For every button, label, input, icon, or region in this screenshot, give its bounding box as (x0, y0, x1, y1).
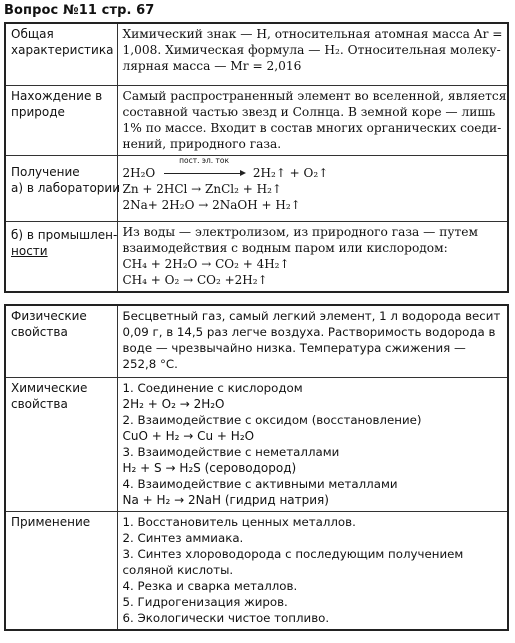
row-content (117, 85, 508, 155)
text-line: 4. Взаимодействие с активными металлами (122, 476, 398, 491)
row-label (5, 85, 117, 155)
reaction-arrow (161, 155, 247, 181)
label-line: Нахождение в (11, 88, 103, 103)
page-title: Вопрос №11 стр. 67 (4, 3, 155, 18)
text-line: нений, природного газа. (122, 136, 282, 151)
text-line: 0,09 г, в 14,5 раз легче воздуха. Растворимость водорода в (122, 325, 496, 339)
text-line: 4. Резка и сварка металлов. (122, 578, 298, 593)
text-line: 2. Синтез аммиака. (122, 530, 244, 545)
text-line: 252,8 °С. (122, 357, 178, 371)
equation-line: CuO + H₂ → Cu + H₂O (122, 428, 255, 443)
text-line: Химический знак — H, относительная атомная масса Ar = (122, 27, 503, 41)
label-line: Получение (11, 164, 80, 179)
table-row (5, 23, 508, 85)
text-line: 3. Взаимодействие с неметаллами (122, 444, 340, 459)
equation-line: Na + H₂ → 2NaH (гидрид натрия) (122, 492, 329, 507)
equation-line: CH₄ + 2H₂O → CO₂ + 4H₂↑ (122, 256, 290, 271)
text-line: 1. Соединение с кислородом (122, 380, 303, 395)
row-label (5, 155, 121, 221)
row-label (5, 305, 117, 377)
label-line: свойства (11, 396, 68, 411)
arrow-right-icon (164, 173, 244, 174)
label-line: а) в лаборатории (11, 180, 121, 195)
row-content (117, 221, 508, 292)
text-line: соляной кислоты. (122, 562, 234, 577)
row-content (117, 305, 508, 377)
row-content (117, 377, 508, 511)
row-label (5, 23, 117, 85)
table-row (5, 155, 508, 221)
text-line: 2. Взаимодействие с оксидом (восстановление) (122, 412, 422, 427)
label-line: б) в промышлен- (11, 227, 118, 242)
text-line: Бесцветный газ, самый легкий элемент, 1 л водорода весит (122, 309, 501, 323)
table-row (5, 511, 508, 630)
table-row (5, 377, 508, 511)
equation-left: 2H₂O (122, 165, 156, 180)
text-line: 5. Гидрогенизация жиров. (122, 594, 288, 609)
label-line: Применение (11, 514, 91, 529)
text-line: 1% по массе. Входит в состав многих органических соеди- (122, 120, 502, 135)
row-label (5, 221, 117, 292)
table-row (5, 305, 508, 377)
hydrogen-overview-table (4, 22, 509, 293)
text-line: 1. Восстановитель ценных металлов. (122, 514, 356, 529)
row-content (117, 511, 508, 630)
arrow-condition-label: пост. эл. ток (179, 155, 230, 165)
text-line: составной частью звезд и Солнца. В земной коре — лишь (122, 104, 496, 119)
equation-line: 2Na+ 2H₂O → 2NaOH + H₂↑ (122, 197, 301, 212)
hydrogen-properties-table (4, 304, 509, 631)
equation-right: 2H₂↑ + O₂↑ (252, 165, 329, 180)
text-line: 3. Синтез хлороводорода с последующим получением (122, 546, 464, 561)
equation-line: CH₄ + O₂ → CO₂ +2H₂↑ (122, 272, 268, 287)
label-line: ности (11, 243, 48, 258)
text-line: 6. Экологически чистое топливо. (122, 610, 330, 625)
row-content (117, 155, 508, 221)
label-line: природе (11, 104, 65, 119)
text-line: Самый распространенный элемент во вселенной, является (122, 88, 507, 103)
label-line: Общая (11, 27, 54, 41)
text-line: взаимодействия с водным паром или кислородом: (122, 240, 448, 255)
equation-electrolysis (122, 155, 504, 181)
row-content (117, 23, 508, 85)
equation-line: Zn + 2HCl → ZnCl₂ + H₂↑ (122, 181, 282, 196)
label-line: характеристика (11, 43, 114, 57)
text-line: лярная масса — Mr = 2,016 (122, 59, 302, 73)
text-line: 1,008. Химическая формула — H₂. Относительная молеку- (122, 43, 501, 57)
label-line: Физические (11, 309, 87, 323)
label-line: Химические (11, 380, 88, 395)
row-label (5, 377, 117, 511)
equation-line: 2H₂ + O₂ → 2H₂O (122, 396, 225, 411)
label-line: свойства (11, 325, 68, 339)
table-row (5, 221, 508, 292)
text-line: Из воды — электролизом, из природного газа — путем (122, 224, 478, 239)
table-row (5, 85, 508, 155)
text-line: воде — чрезвычайно низка. Температура сжижения — (122, 341, 466, 355)
equation-line: H₂ + S → H₂S (сероводород) (122, 460, 297, 475)
row-label (5, 511, 117, 630)
